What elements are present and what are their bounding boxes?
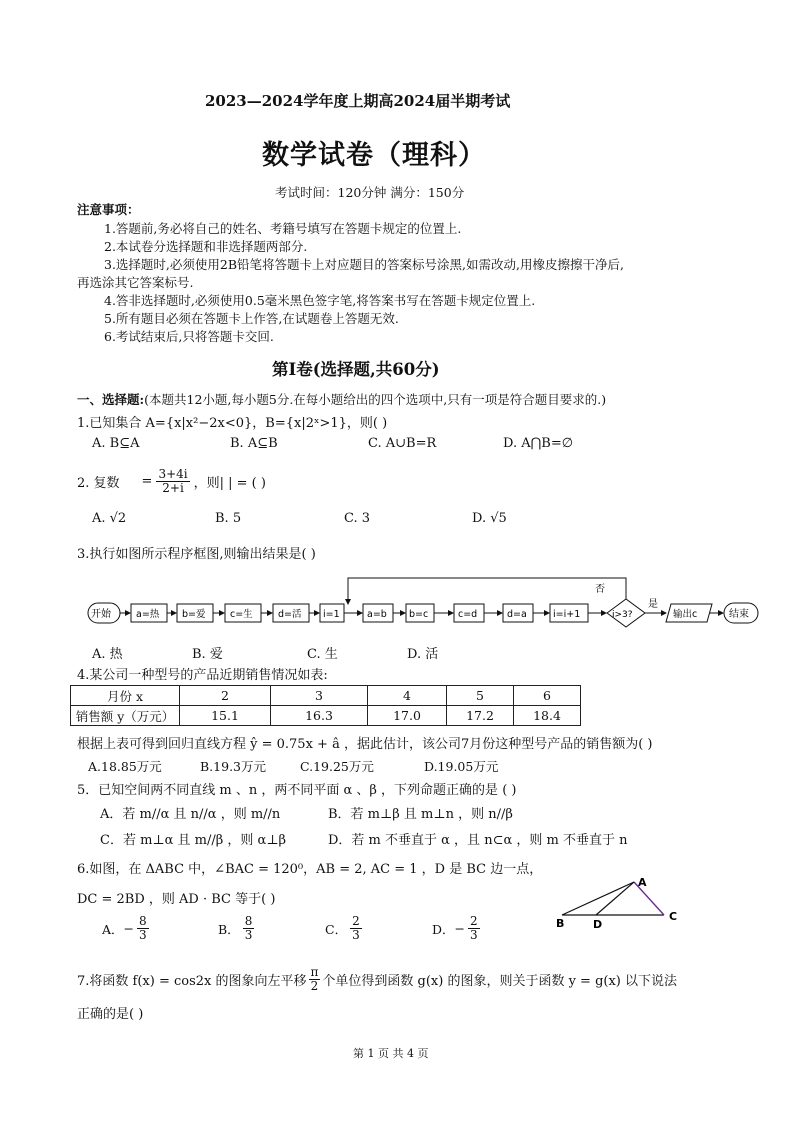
q7-stem-b: 个单位得到函数 g(x) 的图象，则关于函数 y = g(x) 以下说法	[322, 974, 678, 989]
q1-stem: 1.已知集合 A={x|x²−2x<0}，B={x|2ˣ>1}，则( )	[77, 416, 388, 431]
q2-denominator: 2+i	[162, 481, 184, 495]
q6-option-fraction	[350, 915, 362, 942]
table-row	[71, 706, 581, 726]
q2-option-d: D. √5	[472, 511, 507, 526]
q6-option-c	[325, 915, 362, 942]
q6-option-a	[102, 915, 149, 942]
q5-option-c: C．若 m⊥α 且 m//β ，则 α⊥β	[100, 833, 287, 848]
table-row	[71, 686, 581, 706]
q2-suffix: ，则| | = ( )	[193, 476, 266, 491]
q6-option-d	[432, 915, 480, 942]
table-cell: 15.1	[180, 706, 271, 726]
q6-option-den: 3	[352, 928, 360, 942]
q6-option-sign: −	[123, 921, 135, 936]
q4-option-d: D.19.05万元	[424, 759, 499, 774]
vertex-b-label: B	[556, 917, 565, 930]
q1-option-d: D. A⋂B=∅	[503, 436, 574, 451]
q2-option-a: A. √2	[92, 511, 127, 526]
table-cell: 17.0	[368, 706, 447, 726]
q6-option-fraction	[137, 915, 149, 942]
page-footer: 第 1 页 共 4 页	[353, 1047, 429, 1060]
flow-box-a-text: a=热	[136, 609, 160, 620]
q1-option-a: A. B⊆A	[92, 436, 140, 451]
q6-option-num: 2	[470, 914, 478, 928]
q3-flowchart	[80, 574, 780, 630]
q6-option-num: 8	[244, 914, 253, 928]
flow-box-d-text: d=活	[278, 609, 302, 620]
q4-after: 根据上表可得到回归直线方程 ŷ = 0.75x + â ，据此估计，该公司7月份这种型号产品的销售额为( )	[77, 737, 653, 752]
q6-option-den: 3	[244, 928, 253, 942]
table-cell: 5	[447, 686, 514, 706]
q1-option-c: C. A∪B=R	[368, 436, 437, 451]
flow-box-da-text: d=a	[507, 609, 527, 620]
flow-box-i-text: i=1	[323, 609, 340, 620]
notes-heading: 注意事项：	[77, 202, 140, 217]
q6-option-den: 3	[139, 928, 147, 942]
q2-stem	[77, 468, 266, 495]
flow-start-text: 开始	[91, 609, 111, 620]
q6-option-den: 3	[470, 928, 478, 942]
note-item: 1.答题前,务必将自己的姓名、考籍号填写在答题卡规定的位置上.	[104, 221, 462, 236]
q7-shift-num: π	[310, 965, 319, 979]
table-cell: 17.2	[447, 706, 514, 726]
q2-option-b: B. 5	[215, 511, 242, 526]
q5-option-b: B．若 m⊥β 且 m⊥n ，则 n//β	[328, 807, 513, 822]
exam-info: 考试时间：120分钟 满分：150分	[275, 185, 465, 200]
q3-stem: 3.执行如图所示程序框图,则输出结果是( )	[77, 547, 316, 562]
q6-option-num: 2	[352, 914, 360, 928]
section-intro-label: 一、选择题:	[77, 392, 145, 407]
q3-option-a: A. 热	[92, 647, 123, 662]
q7-stem	[77, 966, 677, 993]
q6-option-num: 8	[139, 914, 147, 928]
q2-option-c: C. 3	[344, 511, 371, 526]
q6-stem-line1: 6.如图，在 ΔABC 中，∠BAC = 120⁰，AB = 2, AC = 1 ，D 是 BC 边一点，	[77, 862, 543, 877]
q3-option-d: D. 活	[407, 647, 439, 662]
flow-box-ab-text: a=b	[367, 609, 387, 620]
q5-option-d: D．若 m 不垂直于 α ，且 n⊂α ，则 m 不垂直于 n	[328, 833, 628, 848]
flow-box-bc-text: b=c	[409, 609, 429, 620]
q6-option-label: C．	[325, 921, 348, 937]
vertex-d-label: D	[593, 918, 603, 931]
triangle-segment-ad	[596, 882, 634, 915]
q6-option-label: A．	[102, 921, 124, 937]
q4-option-c: C.19.25万元	[300, 759, 374, 774]
q2-numerator: 3+4i	[158, 467, 188, 481]
flow-output-text: 输出c	[673, 609, 698, 620]
table-cell: 18.4	[514, 706, 581, 726]
flow-box-cd-text: c=d	[458, 609, 478, 620]
q5-option-a: A．若 m//α 且 n//α ，则 m//n	[100, 807, 281, 822]
flow-no-label: 否	[595, 584, 605, 595]
q2-eq: =	[141, 474, 153, 489]
flow-yes-label: 是	[648, 599, 658, 610]
flow-decision-text: i>3?	[612, 610, 633, 620]
q6-option-label: B．	[218, 921, 240, 937]
q1-option-b: B. A⊆B	[230, 436, 278, 451]
q2-prefix: 2. 复数	[77, 476, 120, 491]
note-item: 6.考试结束后,只将答题卡交回.	[104, 329, 274, 344]
q3-option-b: B. 爱	[192, 647, 223, 662]
q3-option-c: C. 生	[307, 647, 338, 662]
q6-option-sign: −	[454, 921, 466, 936]
flow-end-text: 结束	[729, 609, 749, 620]
section-title: 第Ⅰ卷(选择题,共60分)	[272, 360, 440, 379]
note-item: 再选涂其它答案标号.	[77, 275, 194, 290]
q6-option-fraction	[243, 915, 255, 942]
note-item: 3.选择题时,必须使用2B铅笔将答题卡上对应题目的答案标号涂黑,如需改动,用橡皮擦擦干净后,	[104, 257, 624, 272]
q7-stem-line2: 正确的是( )	[77, 1007, 144, 1022]
q6-triangle-figure	[548, 872, 688, 934]
q7-shift-fraction	[309, 966, 321, 993]
paper-title: 数学试卷（理科）	[262, 140, 486, 171]
q7-stem-a: 7.将函数 f(x) = cos2x 的图象向左平移	[77, 974, 307, 989]
q4-option-a: A.18.85万元	[88, 759, 162, 774]
flow-box-c-text: c=生	[230, 609, 253, 620]
table-cell: 6	[514, 686, 581, 706]
q7-shift-den: 2	[310, 979, 319, 993]
q6-option-label: D．	[432, 921, 455, 937]
vertex-c-label: C	[669, 910, 678, 923]
exam-title: 2023—2024学年度上期高2024届半期考试	[205, 92, 511, 110]
q6-option-fraction	[468, 915, 480, 942]
section-intro	[77, 390, 606, 408]
table-cell: 2	[180, 686, 271, 706]
q4-stem: 4.某公司一种型号的产品近期销售情况如表:	[77, 668, 328, 683]
note-item: 4.答非选择题时,必须使用0.5毫米黑色签字笔,将答案书写在答题卡规定位置上.	[104, 293, 536, 308]
flow-box-b-text: b=爱	[182, 609, 206, 620]
sales-table	[70, 685, 581, 726]
table-header-cell: 月份 x	[71, 686, 180, 706]
flow-loop-line	[348, 578, 626, 606]
table-cell: 4	[368, 686, 447, 706]
q6-option-b	[218, 915, 254, 942]
q5-stem: 5．已知空间两不同直线 m 、n ，两不同平面 α 、β ，下列命题正确的是 ( )	[77, 783, 517, 798]
q6-stem-line2: DC = 2BD ，则 AD · BC 等于( )	[77, 892, 276, 907]
flow-box-inc-text: i=i+1	[553, 609, 581, 620]
section-intro-text: (本题共12小题,每小题5分.在每小题给出的四个选项中,只有一项是符合题目要求的.)	[144, 392, 607, 407]
note-item: 5.所有题目必须在答题卡上作答,在试题卷上答题无效.	[104, 311, 399, 326]
table-cell: 3	[271, 686, 368, 706]
vertex-a-label: A	[638, 876, 647, 889]
triangle-side-ab	[562, 882, 634, 915]
q4-option-b: B.19.3万元	[200, 759, 266, 774]
table-header-cell: 销售额 y（万元）	[71, 706, 180, 726]
table-cell: 16.3	[271, 706, 368, 726]
q2-fraction	[156, 468, 189, 495]
note-item: 2.本试卷分选择题和非选择题两部分.	[104, 239, 308, 254]
